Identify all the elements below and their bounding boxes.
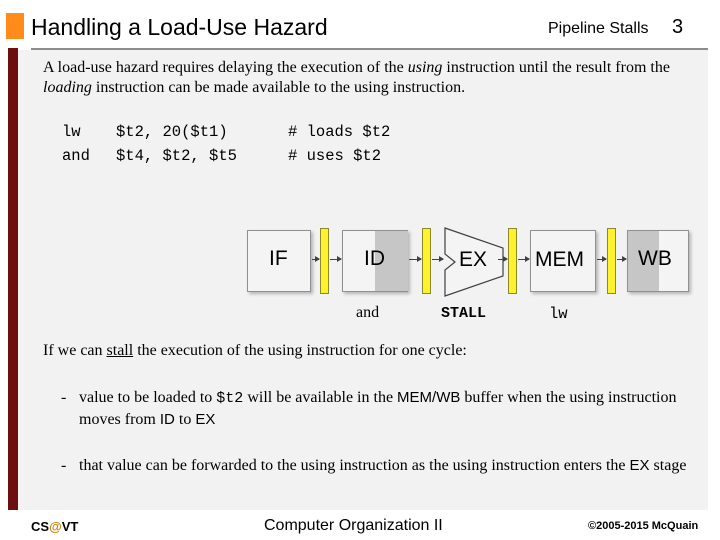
bullet-1 — [61, 387, 701, 430]
stage-wb — [627, 230, 689, 292]
id-instruction-label: and — [356, 304, 380, 321]
para-text-1: If we can — [43, 342, 107, 359]
bullet-2-dash: - — [61, 457, 67, 474]
footer-course-a: CS — [31, 519, 50, 534]
stage-id-label: ID — [364, 247, 385, 270]
stage-mem-label: MEM — [535, 248, 584, 271]
title-accent-square — [6, 13, 24, 39]
bullet-1-buffer-name: MEM/WB — [397, 389, 461, 406]
stage-mem — [530, 230, 596, 292]
arrow-ex-to-buffer — [498, 259, 507, 260]
arrow-buffer-to-wb — [617, 259, 626, 260]
intro-paragraph — [43, 58, 693, 98]
bullet-1-dash: - — [61, 389, 67, 406]
bullet-2-text-2: stage — [649, 457, 687, 474]
bullet-1-text-2: will be available in the — [243, 389, 398, 406]
bullet-1-stage-ex: EX — [195, 411, 216, 428]
intro-em-using: using — [407, 59, 443, 76]
bullet-2-stage-ex: EX — [629, 457, 650, 474]
footer-title: Computer Organization II — [264, 517, 443, 534]
intro-text-2: instruction until the result from the — [442, 59, 670, 76]
intro-text-3: instruction can be made available to the using instruction. — [91, 79, 466, 96]
code-comment-2: # uses $t2 — [288, 147, 382, 165]
id-ex-buffer — [422, 228, 431, 294]
mem-instruction-label: lw — [549, 305, 568, 323]
arrow-buffer-to-ex — [432, 259, 443, 260]
code-op-2: and — [62, 147, 90, 165]
bullet-2 — [61, 455, 701, 476]
stage-wb-label: WB — [638, 247, 672, 270]
ex-mem-buffer — [508, 228, 517, 294]
stage-if — [247, 230, 311, 292]
code-op-1: lw — [62, 123, 81, 141]
bullet-1-text-4: to — [174, 411, 196, 428]
arrow-buffer-to-id — [330, 259, 341, 260]
stage-id — [342, 230, 408, 292]
bullet-1-stage-id: ID — [159, 411, 175, 428]
arrow-buffer-to-mem — [518, 259, 529, 260]
bullet-2-text-1: that value can be forwarded to the using instruction as the using instruction enters the — [79, 457, 630, 474]
stall-paragraph — [43, 341, 467, 361]
arrow-mem-to-buffer — [597, 259, 606, 260]
arrow-id-to-buffer — [409, 259, 421, 260]
code-comment-1: # loads $t2 — [288, 123, 391, 141]
footer-course-at: @ — [49, 519, 62, 534]
section-title: Pipeline Stalls — [548, 20, 649, 37]
ex-stall-label: STALL — [441, 305, 487, 322]
footer-copyright: ©2005-2015 McQuain — [588, 520, 699, 532]
code-args-2: $t4, $t2, $t5 — [116, 147, 237, 165]
slide-title: Handling a Load-Use Hazard — [31, 14, 328, 40]
footer-course-b: VT — [61, 519, 79, 534]
para-underline-stall: stall — [106, 342, 134, 359]
arrow-if-to-buffer — [312, 259, 319, 260]
stage-if-label: IF — [269, 247, 288, 270]
left-accent-bar — [8, 48, 18, 510]
footer-course — [31, 519, 78, 534]
stage-ex-label: EX — [459, 248, 488, 271]
bullet-1-register: $t2 — [216, 390, 244, 407]
page-number: 3 — [672, 16, 684, 38]
para-text-2: the execution of the using instruction for one cycle: — [133, 342, 467, 359]
code-args-1: $t2, 20($t1) — [116, 123, 228, 141]
intro-em-loading: loading — [43, 79, 92, 96]
intro-text-1: A load-use hazard requires delaying the execution of the — [43, 59, 408, 76]
if-id-buffer — [320, 228, 329, 294]
bullet-1-text-3: buffer when the using instruction moves from — [79, 389, 677, 428]
bullet-1-text-1: value to be loaded to — [79, 389, 217, 406]
mem-wb-buffer — [607, 228, 616, 294]
